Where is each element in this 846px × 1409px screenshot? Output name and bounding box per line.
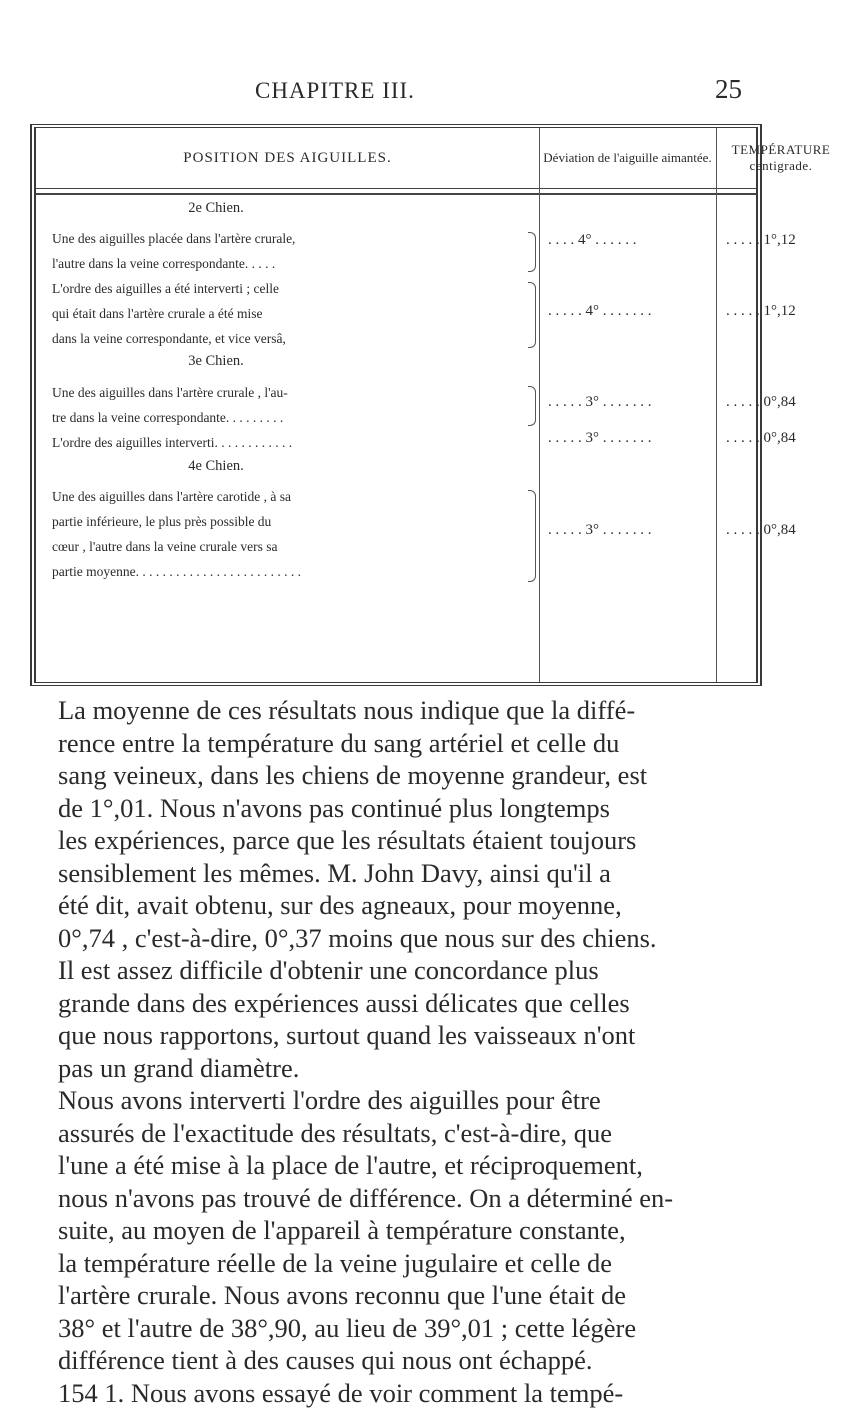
position-cell [52, 276, 522, 351]
position-cell [52, 430, 522, 455]
text-line: 154 1. Nous avons essayé de voir comment la tempé- [58, 1377, 766, 1409]
text-line: que nous rapportons, surtout quand les vaisseaux n'ont [58, 1019, 766, 1052]
text-line: la température réelle de la veine jugulaire et celle de [58, 1247, 766, 1280]
position-cell [52, 380, 522, 430]
text-line: assurés de l'exactitude des résultats, c'est-à-dire, que [58, 1117, 766, 1150]
deviation-cell: . . . . . 3° . . . . . . . [548, 430, 708, 447]
text-line: Nous avons interverti l'ordre des aiguilles pour être [58, 1084, 766, 1117]
text-line: été dit, avait obtenu, sur des agneaux, pour moyenne, [58, 889, 766, 922]
position-cell [52, 484, 522, 584]
header-position: POSITION DES AIGUILLES. [36, 128, 539, 188]
brace [528, 232, 536, 272]
deviation-cell: . . . . . 3° . . . . . . . [548, 522, 708, 539]
dog-label-text: 2e Chien. [36, 200, 396, 217]
measurement-table [30, 124, 762, 686]
brace [528, 490, 536, 582]
text-line: La moyenne de ces résultats nous indique que la diffé- [58, 694, 766, 727]
page-number: 25 [715, 74, 742, 105]
text-line: Il est assez difficile d'obtenir une concordance plus [58, 954, 766, 987]
position-line: L'ordre des aiguilles interverti. . . . . . . . . . . . [52, 430, 522, 455]
text-line: sang veineux, dans les chiens de moyenne grandeur, est [58, 759, 766, 792]
temperature-cell: . . . . . 0°,84 [726, 522, 846, 539]
text-line: sensiblement les mêmes. M. John Davy, ainsi qu'il a [58, 857, 766, 890]
text-line: différence tient à des causes qui nous ont échappé. [58, 1344, 766, 1377]
position-line: tre dans la veine correspondante. . . . . . . . . [52, 405, 522, 430]
page-header [0, 78, 800, 114]
deviation-cell: . . . . . 3° . . . . . . . [548, 394, 708, 411]
dog-label-text: 4e Chien. [36, 458, 396, 475]
position-line: cœur , l'autre dans la veine crurale vers sa [52, 534, 522, 559]
chapter-title: CHAPITRE III. [255, 78, 415, 104]
text-line: 0°,74 , c'est-à-dire, 0°,37 moins que nous sur des chiens. [58, 922, 766, 955]
position-cell [52, 226, 522, 276]
text-line: nous n'avons pas trouvé de différence. On a déterminé en- [58, 1182, 766, 1215]
dog-label-text: 3e Chien. [36, 353, 396, 370]
text-line: pas un grand diamètre. [58, 1052, 766, 1085]
header-temperature: TEMPÉRATURE centigrade. [716, 128, 846, 188]
text-line: 38° et l'autre de 38°,90, au lieu de 39°,01 ; cette légère [58, 1312, 766, 1345]
text-line: l'une a été mise à la place de l'autre, et réciproquement, [58, 1149, 766, 1182]
column-divider [716, 128, 717, 682]
deviation-cell: . . . . . 4° . . . . . . . [548, 303, 708, 320]
text-line: suite, au moyen de l'appareil à température constante, [58, 1214, 766, 1247]
text-line: l'artère crurale. Nous avons reconnu que l'une était de [58, 1279, 766, 1312]
text-line: grande dans des expériences aussi délicates que celles [58, 987, 766, 1020]
position-line: partie inférieure, le plus près possible du [52, 509, 522, 534]
brace [528, 282, 536, 348]
text-line: rence entre la température du sang artériel et celle du [58, 727, 766, 760]
position-line: qui était dans l'artère crurale a été mise [52, 301, 522, 326]
text-line: de 1°,01. Nous n'avons pas continué plus longtemps [58, 792, 766, 825]
position-line: Une des aiguilles dans l'artère carotide , à sa [52, 484, 522, 509]
position-line: L'ordre des aiguilles a été interverti ; celle [52, 276, 522, 301]
header-rule [36, 188, 756, 195]
brace [528, 386, 536, 426]
temperature-cell: . . . . . 0°,84 [726, 430, 846, 447]
position-line: l'autre dans la veine correspondante. . . . . [52, 251, 522, 276]
position-line: dans la veine correspondante, et vice versâ, [52, 326, 522, 351]
column-divider [539, 128, 540, 682]
position-line: Une des aiguilles dans l'artère crurale , l'au- [52, 380, 522, 405]
position-line: Une des aiguilles placée dans l'artère crurale, [52, 226, 522, 251]
header-deviation: Déviation de l'aiguille aimantée. [539, 128, 716, 188]
body-text [58, 694, 766, 1409]
text-line: les expériences, parce que les résultats étaient toujours [58, 824, 766, 857]
temperature-cell: . . . . . 1°,12 [726, 232, 846, 249]
temperature-cell: . . . . . 0°,84 [726, 394, 846, 411]
temperature-cell: . . . . . 1°,12 [726, 303, 846, 320]
position-line: partie moyenne. . . . . . . . . . . . . . . . . . . . . . . . . [52, 559, 522, 584]
deviation-cell: . . . . 4° . . . . . . [548, 232, 708, 249]
